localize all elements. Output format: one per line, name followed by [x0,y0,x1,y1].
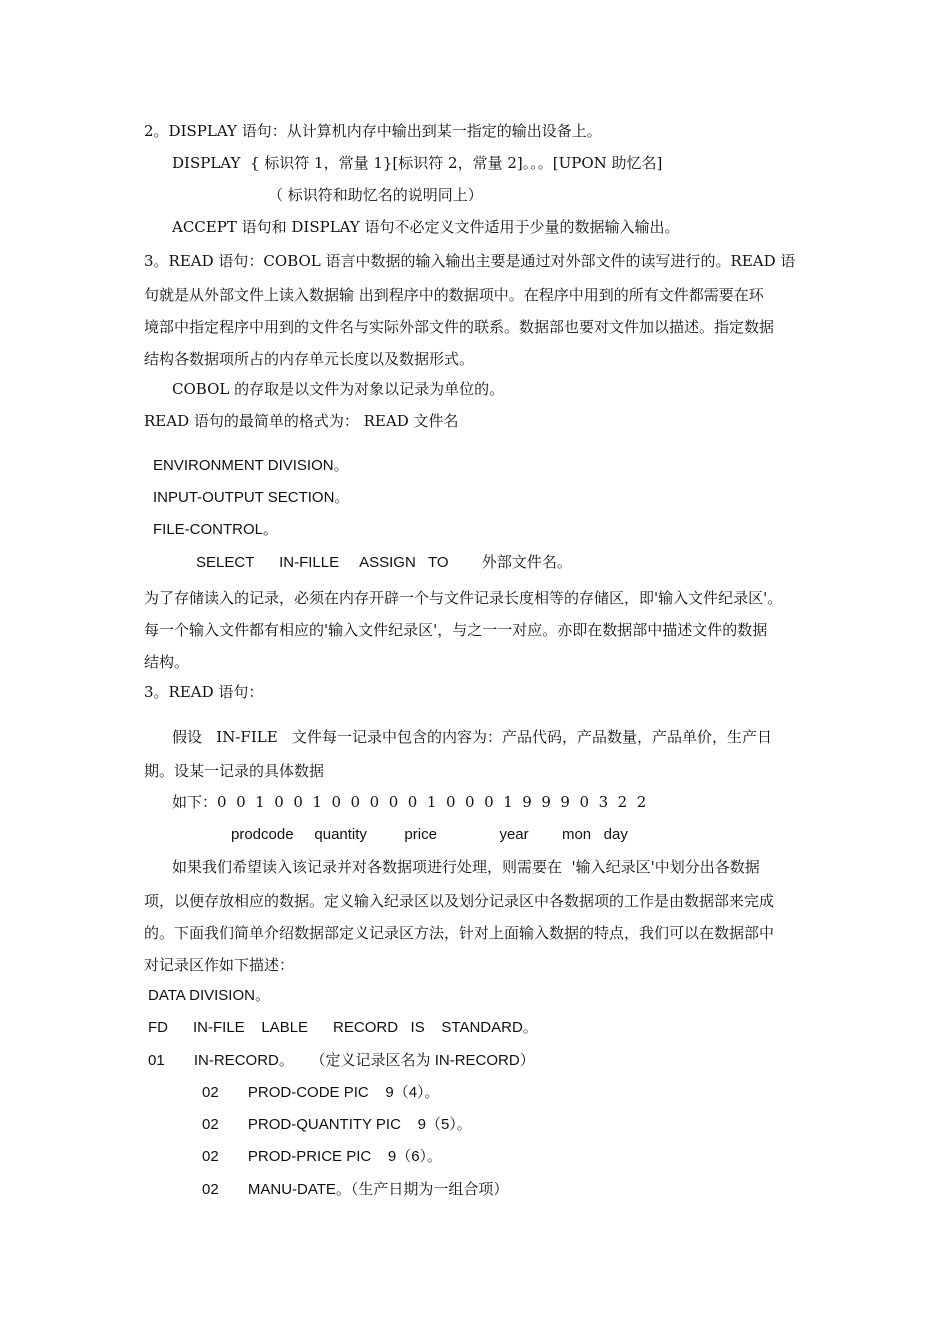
text-line: ACCEPT 语句和 DISPLAY 语句不必定义文件适用于少量的数据输入输出。 [172,218,680,236]
text-line: （ 标识符和助忆名的说明同上） [268,186,483,204]
text-line: 如果我们希望读入该记录并对各数据项进行处理，则需要在 '输入纪录区'中划分出各数据 [172,858,760,876]
text-line: 境部中指定程序中用到的文件名与实际外部文件的联系。数据部也要对文件加以描述。指定数据 [144,318,775,336]
code-line: 02 PROD-PRICE PIC 9（6）。 [202,1148,443,1165]
text-line: 对记录区作如下描述： [144,956,295,974]
text-line: COBOL 的存取是以文件为对象以记录为单位的。 [172,380,505,398]
code-line: INPUT-OUTPUT SECTION。 [153,489,350,506]
text-line: 每一个输入文件都有相应的'输入文件纪录区'，与之一一对应。亦即在数据部中描述文件的数据 [144,621,768,639]
text-line: 结构各数据项所占的内存单元长度以及数据形式。 [144,350,475,368]
text-line: READ 语句的最简单的格式为： READ 文件名 [144,412,459,430]
text-line: DISPLAY { 标识符 1，常量 1}[标识符 2，常量 2]。。。[UPON 助忆名] [172,154,663,172]
text-line: 期。设某一记录的具体数据 [144,762,325,780]
text-line: 的。下面我们简单介绍数据部定义记录区方法，针对上面输入数据的特点，我们可以在数据部中 [144,924,775,942]
code-line: 02 PROD-QUANTITY PIC 9（5）。 [202,1116,472,1133]
code-line: FILE-CONTROL。 [153,521,279,538]
code-line: SELECT IN-FILLE ASSIGN TO 外部文件名。 [196,554,572,571]
text-line: 3。READ 语句：COBOL 语言中数据的输入输出主要是通过对外部文件的读写进行的。READ 语 [144,252,796,270]
code-line: 02 MANU-DATE。（生产日期为一组合项） [202,1181,509,1198]
text-line: 结构。 [144,653,190,671]
code-line: 01 IN-RECORD。 （定义记录区名为 IN-RECORD） [148,1052,535,1069]
code-line: DATA DIVISION。 [148,987,270,1004]
text-line: 假设 IN-FILE 文件每一记录中包含的内容为：产品代码，产品数量，产品单价，生产日 [172,728,772,746]
text-line: 2。DISPLAY 语句：从计算机内存中输出到某一指定的输出设备上。 [144,122,602,140]
text-line: 3。READ 语句： [144,683,264,701]
text-line: 句就是从外部文件上读入数据输 出到程序中的数据项中。在程序中用到的所有文件都需要在环 [144,286,764,304]
data-digits-line: 如下：0 0 1 0 0 1 0 0 0 0 0 1 0 0 0 1 9 9 9 0 3 2 2 [172,793,647,811]
field-names-line: prodcode quantity price year mon day [231,826,628,843]
code-line: 02 PROD-CODE PIC 9（4）。 [202,1084,440,1101]
code-line: ENVIRONMENT DIVISION。 [153,457,349,474]
text-line: 项，以便存放相应的数据。定义输入纪录区以及划分记录区中各数据项的工作是由数据部来完成 [144,892,775,910]
text-line: 为了存储读入的记录，必须在内存开辟一个与文件记录长度相等的存储区，即'输入文件纪录区'。 [144,589,783,607]
code-line: FD IN-FILE LABLE RECORD IS STANDARD。 [148,1019,538,1036]
